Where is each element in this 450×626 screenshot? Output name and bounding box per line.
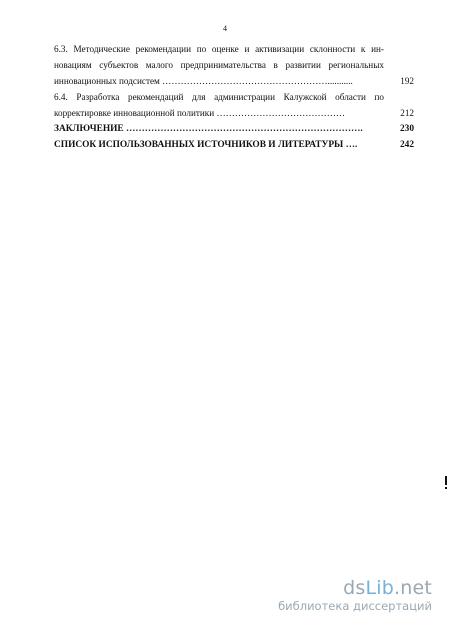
logo-ds: ds — [343, 577, 366, 599]
toc-entry-references[interactable] — [54, 137, 414, 153]
toc-entry-text: ЗАКЛЮЧЕНИЕ …………………………………………………………………. — [54, 124, 363, 134]
margin-mark — [444, 476, 447, 490]
logo-lib: Lib — [365, 577, 394, 599]
watermark-logo — [278, 578, 432, 598]
toc-entry-page: 230 — [399, 124, 414, 134]
toc-entry-6-4[interactable] — [54, 89, 414, 121]
toc-entry-text: 6.4. Разработка рекомендаций для администрации Калужской области по корректировке инновационной политики …………………………………… — [54, 92, 384, 118]
dslib-watermark — [278, 578, 432, 613]
toc-entry-page: 192 — [400, 76, 414, 86]
toc-entry-conclusion[interactable] — [54, 121, 414, 137]
margin-mark-glyph — [444, 476, 447, 490]
logo-net: .net — [393, 577, 432, 599]
page-number: 4 — [223, 24, 227, 33]
toc-entry-text: 6.3. Методические рекомендации по оценке и активизации склонности к ин-новациям субъектов малого предпринимательства в развитии региональных инновационных подсистем ………………………………………………........... — [54, 44, 384, 86]
table-of-contents — [54, 41, 414, 153]
toc-entry-6-3[interactable] — [54, 41, 414, 89]
toc-entry-text: СПИСОК ИСПОЛЬЗОВАННЫХ ИСТОЧНИКОВ И ЛИТЕРАТУРЫ …. — [54, 140, 358, 150]
watermark-tagline: библиотека диссертаций — [278, 599, 432, 613]
toc-entry-page: 242 — [399, 140, 414, 150]
toc-entry-page: 212 — [400, 108, 414, 118]
